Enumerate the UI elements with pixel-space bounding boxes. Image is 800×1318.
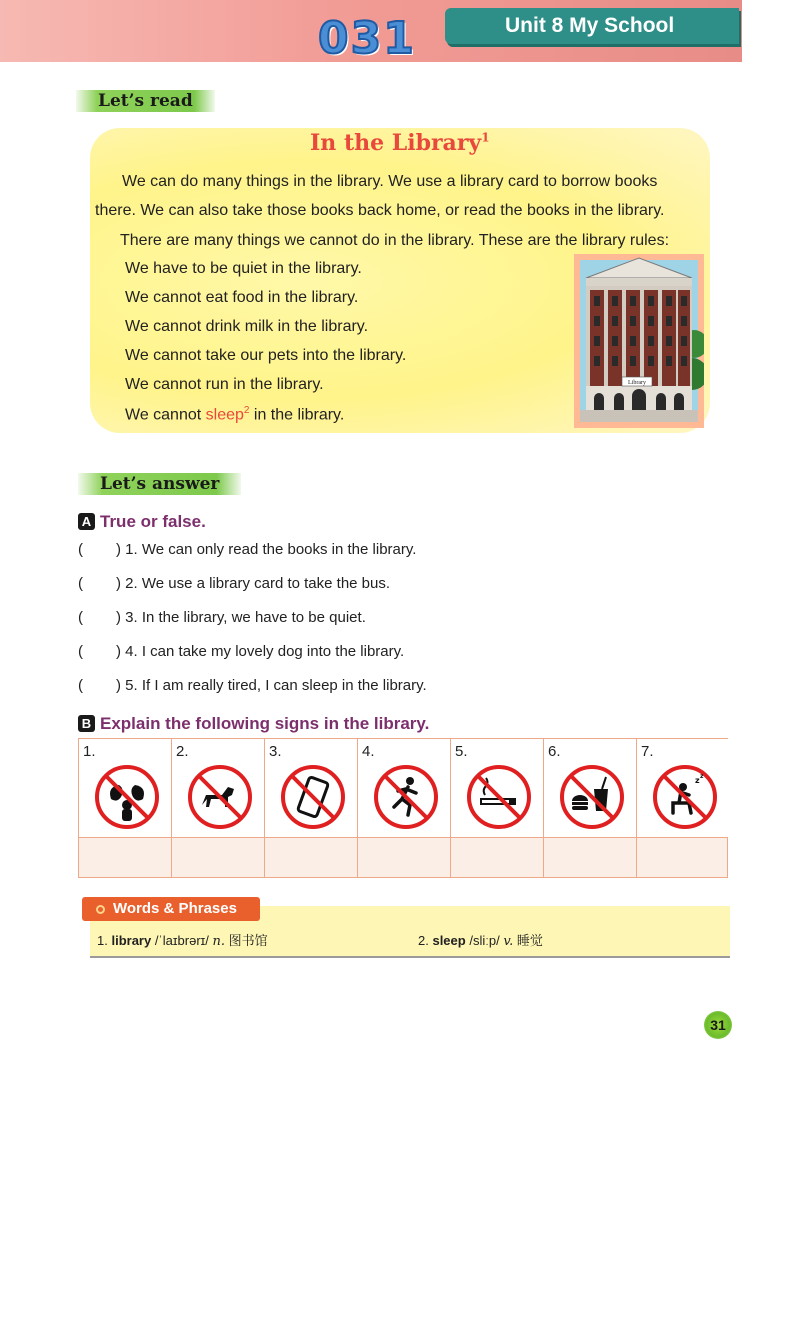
part-b-heading: B Explain the following signs in the library. bbox=[78, 714, 429, 734]
answer-blank-2[interactable]: ( bbox=[78, 575, 83, 592]
unit-title: Unit 8 My School bbox=[445, 8, 739, 44]
no-talking-icon bbox=[93, 763, 161, 831]
sign-cell-3: 3. bbox=[265, 739, 358, 837]
sleep-highlight: sleep bbox=[205, 406, 244, 424]
no-phone-icon bbox=[279, 763, 347, 831]
sign-answer-2[interactable] bbox=[172, 837, 265, 877]
library-building-image bbox=[574, 254, 704, 428]
sign-cell-2: 2. bbox=[172, 739, 265, 837]
answer-blank-1[interactable]: ( bbox=[78, 541, 83, 558]
vocab-entry-sleep: 2. sleep /sliːp/ v. 睡觉 bbox=[418, 933, 543, 949]
title-footnote: 1 bbox=[481, 130, 490, 145]
sign-cell-6: 6. bbox=[544, 739, 637, 837]
answer-blank-5[interactable]: ( bbox=[78, 677, 83, 694]
sign-answer-4[interactable] bbox=[358, 837, 451, 877]
svg-text:z: z bbox=[695, 776, 700, 785]
no-food-drink-icon bbox=[558, 763, 626, 831]
paragraph-1-line-1: We can do many things in the library. We use a library card to borrow books bbox=[122, 173, 658, 190]
words-phrases-tab: Words & Phrases bbox=[82, 897, 260, 921]
no-smoking-icon bbox=[465, 763, 533, 831]
lets-read-tag: Let’s read bbox=[76, 90, 215, 112]
vocab-entry-library: 1. library /ˈlaɪbrərɪ/ n. 图书馆 bbox=[97, 933, 268, 949]
lets-answer-tag: Let’s answer bbox=[78, 473, 241, 495]
tf-item-5: ( ) 5. If I am really tired, I can sleep in the library. bbox=[78, 677, 427, 694]
tf-item-3: ( ) 3. In the library, we have to be quiet. bbox=[78, 609, 366, 626]
no-sleeping-icon bbox=[651, 763, 719, 831]
rule-3: We cannot drink milk in the library. bbox=[125, 318, 369, 335]
part-a-badge: A bbox=[78, 513, 95, 530]
paragraph-2: There are many things we cannot do in the library. These are the library rules: bbox=[120, 232, 670, 249]
reading-title: In the Library$^1$ bbox=[310, 130, 490, 156]
answer-blank-4[interactable]: ( bbox=[78, 643, 83, 660]
rule-2: We cannot eat food in the library. bbox=[125, 289, 359, 306]
sign-answer-1[interactable] bbox=[79, 837, 172, 877]
sign-answer-5[interactable] bbox=[451, 837, 544, 877]
svg-text:z: z bbox=[700, 773, 704, 780]
rule-6: We cannot sleep$^2$ in the library. bbox=[125, 405, 345, 424]
sign-cell-7: 7. z z bbox=[637, 739, 730, 837]
paragraph-1-line-2: there. We can also take those books back home, or read the books in the library. bbox=[95, 202, 665, 219]
sign-cell-4: 4. bbox=[358, 739, 451, 837]
page-number: 31 bbox=[704, 1011, 732, 1039]
rule-5: We cannot run in the library. bbox=[125, 376, 324, 393]
tf-item-1: ( ) 1. We can only read the books in the library. bbox=[78, 541, 417, 558]
sign-cell-5: 5. bbox=[451, 739, 544, 837]
part-b-badge: B bbox=[78, 715, 95, 732]
answer-blank-3[interactable]: ( bbox=[78, 609, 83, 626]
no-running-icon bbox=[372, 763, 440, 831]
no-pets-icon bbox=[186, 763, 254, 831]
sign-answer-3[interactable] bbox=[265, 837, 358, 877]
part-a-heading: A True or false. bbox=[78, 512, 206, 532]
flower-icon bbox=[96, 905, 105, 914]
rule-4: We cannot take our pets into the library. bbox=[125, 347, 407, 364]
lesson-number: 031 bbox=[318, 13, 416, 64]
sign-answer-7[interactable] bbox=[637, 837, 727, 877]
tf-item-4: ( ) 4. I can take my lovely dog into the library. bbox=[78, 643, 405, 660]
signs-table bbox=[78, 738, 728, 878]
rule-1: We have to be quiet in the library. bbox=[125, 260, 362, 277]
sign-cell-1: 1. bbox=[79, 739, 172, 837]
sign-answer-6[interactable] bbox=[544, 837, 637, 877]
tf-item-2: ( ) 2. We use a library card to take the bus. bbox=[78, 575, 391, 592]
svg-text:Library: Library bbox=[628, 380, 646, 386]
